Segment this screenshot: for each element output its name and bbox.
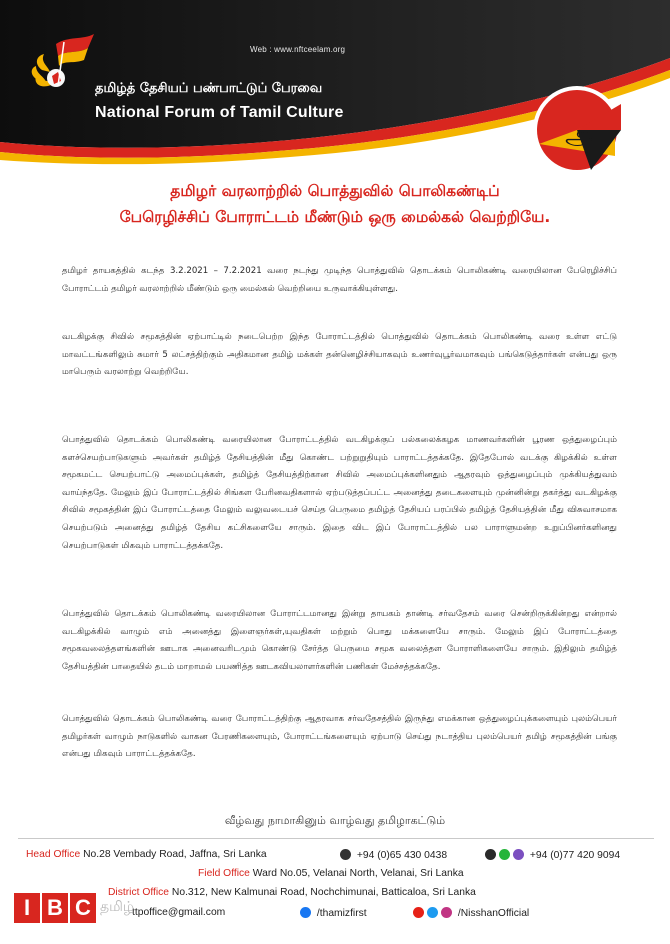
district-office xyxy=(108,887,476,898)
phone-2-number: +94 (0)77 420 9094 xyxy=(529,850,621,861)
emblem-logo xyxy=(531,84,623,176)
paragraph-4: பொத்துவில் தொடக்கம் பொலிகண்டி வரையிலான போராட்டமானது இன்று தாயகம் தாண்டி சர்வதேசம் வரை சென்றிருக்கின்றது என்றால் வடகிழக்கில் வாழும் எம் அனைத்து இளைஞர்கள்,யுவதிகள் மற்றும் பொது மக்களையே சாரும். மேலும் இப் போராட்டத்தை சமூகவலைத்தளங்களின் ஊடாக அனைவரிடமும் கொண்டு சேர்த்த பெருமை சமூக வலைத்தள போராளிகளையே சாரும். இதிலும் தமிழ்த் தேசியத்தின் பாதையில் தடம் மாறாமல் பயணித்த ஊடகவியலாளர்களின் பணிகள் மேச்சத்தக்கதே. xyxy=(62,609,617,672)
email-contact[interactable] xyxy=(132,907,225,918)
phone-2[interactable] xyxy=(485,849,620,861)
twitter-icon xyxy=(427,907,438,918)
social-handle: /NisshanOfficial xyxy=(457,908,530,919)
ibc-letter-box: I xyxy=(14,893,40,923)
head-office xyxy=(26,849,267,860)
head-office-address: No.28 Vembady Road, Jaffna, Sri Lanka xyxy=(83,849,267,860)
field-office xyxy=(198,868,464,879)
ibc-letter-box: C xyxy=(70,893,96,923)
ibc-letter-box: B xyxy=(42,893,68,923)
website-url[interactable]: Web : www.nftceelam.org xyxy=(250,45,346,54)
title-line-2: பேரெழிச்சிப் போராட்டம் மீண்டும் ஒரு மைல்கல் வெற்றியே. xyxy=(119,208,551,226)
flame-logo xyxy=(28,26,98,106)
facebook-contact[interactable] xyxy=(300,907,367,919)
ibc-suffix: தமிழ் xyxy=(100,899,135,915)
paragraph-2: வடகிழக்கு சிவில் சமூகத்தின் ஏற்பாட்டில் நடைபெற்ற இந்த போராட்டத்தில் பொத்துவில் தொடக்கம் பொலிகண்டி வரை உள்ள எட்டு மாவட்டங்களிலும் சுமார் 5 லட்சத்திற்கும் அதிகமான தமிழ் மக்கள் தன்னெழிச்சியாகவும் உணர்வுபூர்வமாகவும் பங்கெடுத்தார்கள் என்பது ஒரு மாபெரும் வரலாற்று வெற்றியே. xyxy=(62,332,617,378)
viber-icon xyxy=(485,849,496,860)
whatsapp-icon xyxy=(499,849,510,860)
district-office-label: District Office xyxy=(108,887,170,898)
district-office-address: No.312, New Kalmunai Road, Nochchimunai, Batticaloa, Sri Lanka xyxy=(171,887,476,898)
footer-divider xyxy=(18,838,654,839)
facebook-icon xyxy=(300,907,311,918)
org-name-english: National Forum of Tamil Culture xyxy=(95,104,344,121)
imo-icon xyxy=(513,849,524,860)
instagram-icon xyxy=(441,907,452,918)
emblem-letter: அ xyxy=(565,118,597,151)
social-contact[interactable] xyxy=(413,907,529,919)
phone-icon xyxy=(340,849,351,860)
email-address: ttpoffice@gmail.com xyxy=(132,907,226,918)
motto: வீழ்வது நாமாகினும் வாழ்வது தமிழாகட்டும் xyxy=(224,814,446,827)
paragraph-5: பொத்துவில் தொடக்கம் பொலிகண்டி வரை போராட்டத்திற்கு ஆதரவாக சர்வதேசத்தில் இருந்து எமக்கான ஒத்துழைப்புக்களையும் புலம்பெயர் தமிழர்கள் வாழும் நாடுகளில் வாகன பேரணிகளையும், போராட்டங்களையும் ஏற்பாடு செய்து நடாத்திய புலம்பெயர் தமிழ் சமூகத்தின் பங்கு என்பது மிகவும் பாராட்டத்தக்கதே. xyxy=(62,714,617,760)
ibc-watermark xyxy=(14,893,134,933)
facebook-handle: /thamizfirst xyxy=(316,908,367,919)
head-office-label: Head Office xyxy=(26,849,81,860)
field-office-label: Field Office xyxy=(198,868,250,879)
field-office-address: Ward No.05, Velanai North, Velanai, Sri Lanka xyxy=(252,868,464,879)
youtube-icon xyxy=(413,907,424,918)
phone-1-number: +94 (0)65 430 0438 xyxy=(356,850,448,861)
title-line-1: தமிழர் வரலாற்றில் பொத்துவில் பொலிகண்டிப் xyxy=(170,182,500,200)
phone-1[interactable] xyxy=(340,849,447,861)
org-name-tamil: தமிழ்த் தேசியப் பண்பாட்டுப் பேரவை xyxy=(95,81,323,96)
letterhead-header xyxy=(0,0,670,200)
paragraph-1: தமிழர் தாயகத்தில் கடந்த 3.2.2021 – 7.2.2021 வரை நடந்து முடிந்த பொத்துவில் தொடக்கம் பொலிகண்டி வரையிலான பேரெழிச்சிப் போராட்டம் தமிழர் வரலாற்றில் மீண்டும் ஒரு மைல்கல் வெற்றியை உருவாக்கியுள்ளது. xyxy=(62,266,617,294)
paragraph-3: பொத்துவில் தொடக்கம் பொலிகண்டி வரையிலான போராட்டத்தில் வடகிழக்குப் பல்கலைக்கழக மாணவர்களின் பூரண ஒத்துழைப்பும் களச்செயற்பாடுகளும் அவர்கள் தமிழ்த் தேசியத்தின் மீது கொண்ட பற்றுறுதியும் பாராட்டத்தக்கதே. இதேபோல் வடக்கு கிழக்கில் உள்ள சமூகமட்ட செயற்பாட்டு அமைப்புக்கள், தமிழ்த் தேசியத்திற்கான சிவில் அமைப்புக்களினதும் ஆதரவும் ஒத்துழைப்பும் முக்கியத்துவம் வாய்ந்ததே. மேலும் இப் போராட்டத்தில் சிங்கள பேரினவதிகளால் ஏற்படுத்தப்பட்ட அனைத்து தடைகளையும் முன்னின்று தகர்த்து வடகிழக்கு சிவில் சமூகத்தின் இப் போராட்டத்தை மேலும் வலுவடையச் செய்த பெருமை தமிழ்த் தேசியப் பரப்பில் தமிழ்த் தேசியத்தின் மீது விசுவாசமாக செயற்படும் அனைத்து தமிழ்த் தேசிய கட்சிகளையே சாரும். இதை விட இப் போராட்டத்தில் பல பாராளுமன்ற உறுப்பினர்களினது செயற்பாடுகள் மிகவும் பாராட்டத்தக்கதே. xyxy=(62,435,617,551)
